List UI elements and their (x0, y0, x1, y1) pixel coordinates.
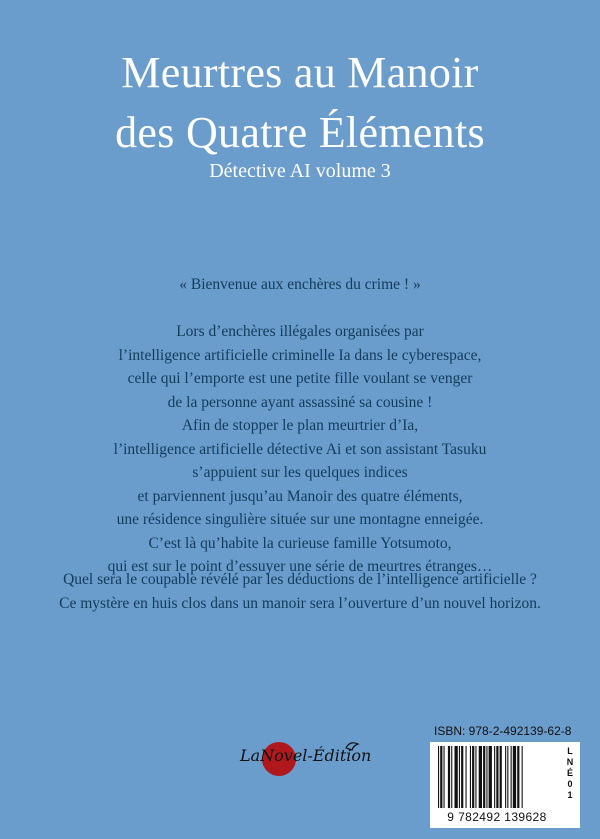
barcode-bar (470, 746, 471, 808)
blurb-quote: « Bienvenue aux enchères du crime ! » (179, 276, 421, 293)
blurb-line: celle qui l’emporte est une petite fille voulant se venger (127, 370, 473, 387)
barcode-bar (448, 746, 450, 808)
side-code-char: É (566, 768, 573, 778)
barcode-bar (451, 746, 452, 808)
barcode-bar (483, 746, 485, 808)
barcode-bars (436, 746, 560, 808)
barcode-bar (494, 746, 495, 808)
blurb-line: l’intelligence artificielle détective Ai et son assistant Tasuku (113, 440, 487, 458)
barcode-bar (486, 746, 487, 808)
side-code-char: 1 (567, 790, 573, 800)
barcode-bar (507, 746, 508, 808)
barcode-bar (459, 746, 460, 808)
bird-icon (344, 738, 360, 758)
barcode-bar (466, 746, 467, 808)
publisher-logo (240, 736, 372, 782)
subtitle: Détective AI volume 3 (209, 160, 391, 182)
barcode-bar (513, 746, 516, 808)
barcode-bar (472, 746, 474, 808)
side-code-char: L (567, 746, 573, 756)
ending-line: Ce mystère en huis clos dans un manoir sera l’ouverture d’un nouvel horizon. (59, 595, 541, 612)
blurb-paragraph (0, 320, 600, 579)
ending-line: Quel sera le coupable révélé par les déductions de l’intelligence artificielle ? (63, 571, 537, 588)
blurb-line: C’est là qu’habite la curieuse famille Yotsumoto, (148, 534, 452, 552)
barcode-bar (479, 746, 482, 808)
barcode-bar (496, 746, 498, 808)
barcode (430, 742, 580, 828)
barcode-bar (440, 746, 442, 808)
barcode-bar (505, 746, 506, 808)
side-code (564, 746, 576, 801)
blurb-line: qui est sur le point d’essuyer une série de meurtres étranges… (107, 558, 493, 575)
barcode-bar (461, 746, 463, 808)
blurb-line: Lors d’enchères illégales organisées par (176, 323, 424, 340)
barcode-bar (500, 746, 502, 808)
side-code-char: 0 (567, 779, 573, 789)
title-line-1: Meurtres au Manoir (121, 48, 479, 97)
blurb-line: l’intelligence artificielle criminelle Ia dans le cyberespace, (118, 346, 482, 364)
blurb-ending (0, 568, 600, 616)
barcode-bar (475, 746, 476, 808)
barcode-digits: 9 782492 139628 (447, 810, 547, 824)
blurb-line: et parviennent jusqu’au Manoir des quatre éléments, (137, 487, 463, 505)
barcode-bar (444, 746, 445, 808)
barcode-bar (438, 746, 439, 808)
publisher-logo-text: LaNovel-Édition (240, 746, 372, 765)
barcode-bar (455, 746, 458, 808)
barcode-bar (517, 746, 519, 808)
barcode-bar (522, 746, 523, 808)
isbn-label: ISBN: 978-2-492139-62-8 (434, 724, 572, 738)
blurb-line: s’appuient sur les quelques indices (192, 464, 408, 481)
barcode-bar (511, 746, 512, 808)
barcode-bar (489, 746, 492, 808)
blurb-line: Afin de stopper le plan meurtrier d’Ia, (181, 417, 419, 434)
side-code-char: N (566, 757, 574, 767)
blurb-line: une résidence singulière située sur une montagne enneigée. (116, 511, 484, 528)
title-line-2: des Quatre Éléments (115, 108, 485, 157)
blurb-line: de la personne ayant assassiné sa cousine ! (167, 393, 433, 411)
